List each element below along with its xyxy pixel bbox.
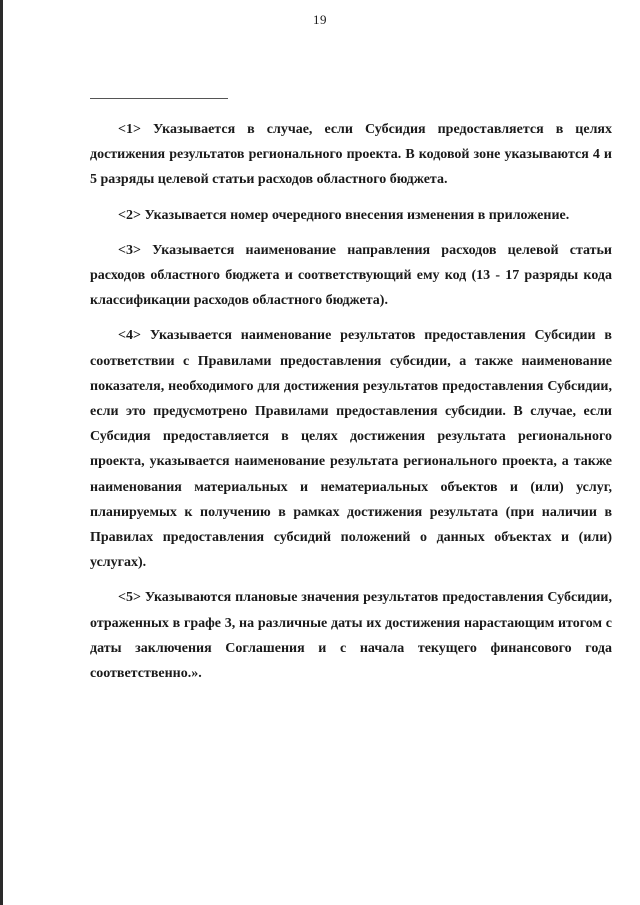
footnote-5 xyxy=(90,585,612,686)
footnote-marker: <5> xyxy=(118,590,141,606)
footnote-1 xyxy=(90,117,612,193)
footnote-marker: <3> xyxy=(118,242,141,258)
scan-left-edge xyxy=(0,0,3,905)
footnote-marker: <4> xyxy=(118,328,141,344)
footnote-3 xyxy=(90,238,612,314)
footnote-text: Указывается наименование результатов предоставления Субсидии в соответствии с Правилами предоставления субсидии, а также наименование показателя, необходимого для достижения результатов предоставления Субсидии, если это предусмотрено Правилами предоставления субсидии. В случае, если Субсидия предоставляется в целях достижения результата регионального проекта, указывается наименование результата регионального проекта, а также наименования материальных и нематериальных объектов и (или) услуг, планируемых к получению в рамках достижения результата (при наличии в Правилах предоставления субсидий положений о данных объектах и (или) услугах). xyxy=(90,328,612,571)
footnote-2 xyxy=(90,203,612,228)
footnote-marker: <2> xyxy=(118,207,141,223)
footnote-marker: <1> xyxy=(118,122,141,137)
footnote-text: Указывается наименование направления расходов целевой статьи расходов областного бюджета и соответствующий ему код (13 - 17 разряды кода классификации расходов областного бюджета). xyxy=(90,242,613,309)
page-number: 19 xyxy=(313,12,327,27)
footnote-text: Указывается номер очередного внесения изменения в приложение. xyxy=(144,207,570,223)
footnote-separator xyxy=(90,98,228,99)
footnote-4 xyxy=(90,323,612,575)
footnote-text: Указываются плановые значения результатов предоставления Субсидии, отраженных в графе 3, на различные даты их достижения нарастающим итогом с даты заключения Соглашения и с начала текущего финансового года соответственно.». xyxy=(90,590,612,682)
footnote-text: Указывается в случае, если Субсидия предоставляется в целях достижения результатов регионального проекта. В кодовой зоне указываются 4 и 5 разряды целевой статьи расходов областного бюджета. xyxy=(90,122,612,188)
footnotes-list xyxy=(90,117,612,686)
